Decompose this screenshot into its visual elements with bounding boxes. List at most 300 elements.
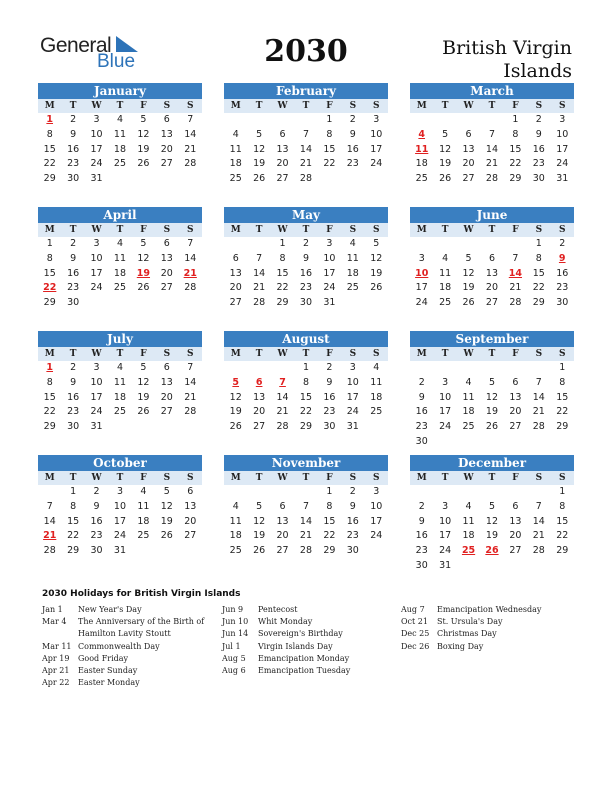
- day-cell: 28: [184, 406, 197, 418]
- day-cell: 13: [509, 391, 522, 403]
- day-cell: 30: [90, 545, 103, 557]
- holiday-item: [222, 628, 392, 640]
- week-row: [38, 500, 202, 515]
- month-title: December: [410, 455, 574, 471]
- week-row: [38, 376, 202, 391]
- day-cell: 28: [276, 421, 289, 433]
- day-cell: 18: [439, 282, 452, 294]
- day-cell: 19: [485, 406, 499, 418]
- month-january: [38, 83, 202, 187]
- holiday-item-name: Emancipation Monday: [258, 653, 350, 663]
- day-cell: 13: [253, 391, 266, 403]
- day-cell: 25: [370, 406, 383, 418]
- day-cell: 19: [137, 391, 150, 403]
- day-cell: 30: [346, 545, 359, 557]
- empty-day-cell: [433, 113, 456, 128]
- day-cell: 23: [415, 421, 428, 433]
- empty-day-cell: [504, 237, 527, 252]
- day-cell: 11: [113, 128, 127, 140]
- month-february: [224, 83, 388, 187]
- week-row: [410, 128, 574, 143]
- weekday-label: S: [372, 473, 380, 483]
- weekday-label: F: [326, 473, 333, 483]
- week-row: [224, 267, 388, 282]
- empty-day-cell: [527, 361, 550, 376]
- day-cell: 7: [535, 376, 542, 388]
- day-cell: 18: [113, 143, 127, 155]
- day-cell: 22: [43, 158, 56, 170]
- day-cell: 21: [485, 158, 499, 170]
- day-cell: 5: [140, 362, 147, 373]
- day-cell: 4: [373, 362, 380, 373]
- day-cell: 27: [160, 282, 173, 294]
- weekday-label: M: [230, 349, 241, 359]
- holiday-item: [222, 653, 392, 665]
- day-cell: 9: [349, 128, 356, 140]
- empty-day-cell: [410, 485, 433, 500]
- day-cell: 27: [160, 158, 173, 170]
- weekday-label: S: [535, 349, 543, 359]
- empty-day-cell: [38, 485, 61, 500]
- month-october: [38, 455, 202, 559]
- week-row: [38, 361, 202, 376]
- day-cell: 12: [253, 515, 266, 527]
- day-cell: 18: [370, 391, 383, 403]
- day-cell: 31: [113, 545, 127, 557]
- day-cell: 27: [485, 297, 499, 309]
- empty-day-cell: [365, 296, 388, 311]
- week-row: [38, 544, 202, 559]
- day-cell: 5: [163, 486, 170, 497]
- day-cell: 6: [488, 252, 495, 264]
- day-cell: 2: [349, 114, 356, 125]
- weekday-label: T: [255, 225, 263, 235]
- day-cell: 9: [70, 128, 77, 140]
- day-cell: 25: [346, 282, 359, 294]
- day-cell: 11: [113, 252, 127, 264]
- day-cell: 28: [43, 545, 56, 557]
- day-cell: 7: [187, 114, 194, 125]
- empty-day-cell: [247, 361, 270, 376]
- day-cell: 3: [373, 114, 380, 125]
- day-cell: 2: [326, 362, 333, 373]
- day-cell: 23: [299, 282, 313, 294]
- day-cell: 26: [485, 421, 499, 433]
- empty-day-cell: [247, 485, 270, 500]
- weekday-header: [410, 223, 574, 237]
- day-cell: 4: [349, 238, 356, 249]
- day-cell: 3: [373, 486, 380, 497]
- day-cell: 17: [439, 406, 452, 418]
- month-title: May: [224, 207, 388, 223]
- empty-day-cell: [457, 485, 480, 500]
- day-cell: 2: [70, 362, 77, 373]
- empty-day-cell: [410, 237, 433, 252]
- day-cell: 16: [67, 391, 80, 403]
- day-cell: 1: [559, 486, 566, 497]
- day-cell: 28: [184, 158, 197, 170]
- empty-day-cell: [341, 172, 364, 187]
- week-row: [410, 296, 574, 311]
- weekday-header: [410, 471, 574, 485]
- weekday-label: S: [349, 473, 357, 483]
- day-cell: 9: [418, 515, 425, 527]
- day-cell: 7: [535, 500, 542, 512]
- holiday-item-name: Emancipation Tuesday: [258, 666, 351, 676]
- day-cell: 6: [187, 486, 194, 497]
- day-cell: 16: [90, 515, 103, 527]
- weekday-label: F: [512, 349, 519, 359]
- holiday-item-date: Jun 9: [222, 605, 244, 614]
- holiday-item: [222, 604, 392, 616]
- day-cell: 23: [415, 545, 428, 557]
- empty-day-cell: [551, 559, 574, 574]
- weekday-label: M: [44, 101, 55, 111]
- empty-day-cell: [132, 172, 155, 187]
- month-title: June: [410, 207, 574, 223]
- holiday-item-date: Jun 10: [222, 617, 249, 627]
- day-cell: 29: [556, 421, 569, 433]
- empty-day-cell: [457, 237, 480, 252]
- empty-day-cell: [480, 485, 503, 500]
- holidays-title: 2030 Holidays for British Virgin Islands: [42, 589, 241, 599]
- day-cell: 18: [137, 515, 150, 527]
- empty-day-cell: [433, 485, 456, 500]
- empty-day-cell: [224, 237, 247, 252]
- day-cell: 11: [462, 391, 475, 403]
- day-cell: 17: [370, 515, 383, 527]
- day-cell: 29: [43, 421, 56, 433]
- day-cell: 1: [46, 238, 53, 249]
- holiday-item-name: Pentecost: [258, 605, 298, 614]
- day-cell: 3: [116, 486, 123, 497]
- day-cell: 24: [439, 545, 452, 557]
- week-row: [410, 143, 574, 158]
- weekday-label: T: [441, 473, 449, 483]
- weekday-label: F: [512, 101, 519, 111]
- week-row: [38, 420, 202, 435]
- day-cell: 1: [326, 114, 333, 125]
- day-cell: 22: [556, 530, 569, 542]
- day-cell: 12: [439, 143, 452, 155]
- day-cell: 13: [160, 128, 173, 140]
- weekday-label: T: [441, 349, 449, 359]
- weekday-label: M: [44, 225, 55, 235]
- weekday-label: S: [349, 101, 357, 111]
- holiday-item-date: Dec 25: [401, 629, 430, 639]
- day-cell: 27: [229, 297, 242, 309]
- weekday-label: T: [116, 349, 124, 359]
- day-cell: 9: [349, 500, 356, 512]
- weekday-label: F: [140, 101, 147, 111]
- day-cell: 30: [556, 297, 569, 309]
- day-cell: 20: [276, 530, 289, 542]
- weekday-label: S: [558, 349, 566, 359]
- day-cell: 14: [276, 391, 289, 403]
- holiday-column: [401, 604, 581, 653]
- weekday-label: F: [512, 473, 519, 483]
- day-cell: 29: [43, 297, 56, 309]
- week-row: [224, 420, 388, 435]
- holiday-column: [42, 604, 207, 689]
- day-cell: 29: [276, 297, 289, 309]
- day-cell: 2: [418, 376, 425, 388]
- day-cell: 8: [326, 500, 333, 512]
- day-cell: 26: [253, 173, 266, 185]
- day-cell: 13: [184, 500, 197, 512]
- day-cell: 12: [137, 252, 150, 264]
- day-cell: 11: [346, 252, 359, 264]
- day-cell: 17: [415, 282, 428, 294]
- day-cell: 4: [116, 362, 123, 373]
- holiday-item-date: Apr 22: [42, 678, 70, 688]
- day-cell: 7: [256, 252, 263, 264]
- empty-day-cell: [155, 172, 178, 187]
- day-cell: 12: [485, 391, 499, 403]
- day-cell: 13: [276, 515, 289, 527]
- month-title: October: [38, 455, 202, 471]
- holiday-item-name: Boxing Day: [437, 641, 484, 651]
- day-cell: 12: [485, 515, 499, 527]
- holiday-date: 1: [46, 362, 54, 373]
- weekday-label: S: [163, 473, 171, 483]
- weekday-label: F: [140, 349, 147, 359]
- day-cell: 23: [67, 158, 80, 170]
- empty-day-cell: [85, 296, 108, 311]
- day-cell: 19: [253, 530, 266, 542]
- empty-day-cell: [433, 361, 456, 376]
- day-cell: 19: [229, 406, 242, 418]
- day-cell: 14: [43, 515, 56, 527]
- day-cell: 16: [532, 143, 545, 155]
- day-cell: 25: [229, 173, 242, 185]
- weekday-label: T: [255, 473, 263, 483]
- day-cell: 24: [370, 530, 383, 542]
- day-cell: 1: [512, 114, 519, 125]
- day-cell: 24: [370, 158, 383, 170]
- empty-day-cell: [108, 172, 131, 187]
- day-cell: 19: [160, 515, 173, 527]
- day-cell: 27: [253, 421, 266, 433]
- day-cell: 25: [113, 158, 127, 170]
- day-cell: 3: [559, 114, 566, 125]
- week-row: [224, 157, 388, 172]
- month-title: September: [410, 331, 574, 347]
- weekday-label: W: [277, 349, 288, 359]
- day-cell: 16: [323, 391, 336, 403]
- day-cell: 2: [70, 238, 77, 249]
- day-cell: 24: [113, 530, 127, 542]
- day-cell: 10: [556, 128, 569, 140]
- weekday-header: [224, 347, 388, 361]
- day-cell: 10: [323, 252, 336, 264]
- month-title: November: [224, 455, 388, 471]
- weekday-label: T: [302, 225, 310, 235]
- day-cell: 15: [43, 391, 56, 403]
- week-row: [38, 267, 202, 282]
- week-row: [410, 172, 574, 187]
- day-cell: 7: [302, 500, 309, 512]
- day-cell: 16: [299, 267, 313, 279]
- day-cell: 13: [229, 267, 242, 279]
- holiday-item: [401, 641, 581, 653]
- day-cell: 12: [370, 252, 383, 264]
- empty-day-cell: [433, 435, 456, 450]
- day-cell: 5: [488, 500, 495, 512]
- day-cell: 17: [346, 391, 359, 403]
- day-cell: 14: [184, 376, 197, 388]
- day-cell: 15: [43, 143, 56, 155]
- day-cell: 14: [532, 391, 545, 403]
- weekday-label: T: [302, 349, 310, 359]
- logo-triangle-icon: [116, 36, 138, 52]
- holiday-date: 7: [279, 376, 286, 388]
- empty-day-cell: [132, 296, 155, 311]
- day-cell: 24: [90, 158, 103, 170]
- day-cell: 6: [163, 114, 170, 125]
- weekday-label: M: [230, 225, 241, 235]
- day-cell: 19: [485, 530, 499, 542]
- empty-day-cell: [365, 544, 388, 559]
- holiday-date: 9: [558, 252, 566, 264]
- day-cell: 8: [535, 252, 542, 264]
- week-row: [38, 529, 202, 544]
- empty-day-cell: [457, 361, 480, 376]
- day-cell: 26: [137, 282, 150, 294]
- day-cell: 10: [113, 500, 127, 512]
- empty-day-cell: [480, 361, 503, 376]
- holiday-item-name: Sovereign's Birthday: [258, 629, 343, 639]
- weekday-label: W: [277, 225, 288, 235]
- week-row: [224, 237, 388, 252]
- empty-day-cell: [480, 113, 503, 128]
- day-cell: 22: [67, 530, 80, 542]
- week-row: [410, 515, 574, 530]
- empty-day-cell: [179, 172, 202, 187]
- day-cell: 5: [465, 252, 472, 264]
- day-cell: 10: [90, 252, 103, 264]
- day-cell: 25: [462, 421, 475, 433]
- holiday-item-date: Jul 1: [222, 641, 241, 651]
- holiday-item: [401, 616, 581, 628]
- weekday-label: F: [326, 349, 333, 359]
- day-cell: 28: [253, 297, 266, 309]
- weekday-label: S: [163, 225, 171, 235]
- day-cell: 15: [509, 143, 522, 155]
- empty-day-cell: [365, 172, 388, 187]
- week-row: [410, 500, 574, 515]
- empty-day-cell: [132, 544, 155, 559]
- holiday-date: 4: [418, 128, 426, 140]
- holiday-item-name: Good Friday: [78, 653, 129, 663]
- holiday-item-date: Aug 6: [222, 666, 246, 676]
- empty-day-cell: [247, 237, 270, 252]
- day-cell: 22: [43, 406, 56, 418]
- week-row: [224, 128, 388, 143]
- week-row: [224, 391, 388, 406]
- day-cell: 28: [485, 173, 499, 185]
- weekday-header: [38, 99, 202, 113]
- month-title: February: [224, 83, 388, 99]
- weekday-header: [38, 223, 202, 237]
- day-cell: 24: [323, 282, 336, 294]
- holiday-item-date: Mar 4: [42, 617, 67, 627]
- week-row: [224, 500, 388, 515]
- month-title: January: [38, 83, 202, 99]
- week-row: [224, 405, 388, 420]
- day-cell: 20: [229, 282, 242, 294]
- weekday-label: T: [441, 225, 449, 235]
- day-cell: 30: [532, 173, 545, 185]
- weekday-label: S: [535, 101, 543, 111]
- weekday-header: [410, 99, 574, 113]
- day-cell: 12: [137, 128, 150, 140]
- day-cell: 8: [559, 376, 566, 388]
- week-row: [410, 485, 574, 500]
- empty-day-cell: [527, 435, 550, 450]
- day-cell: 16: [415, 530, 428, 542]
- day-cell: 4: [442, 252, 449, 264]
- day-cell: 28: [532, 421, 545, 433]
- weekday-label: M: [230, 473, 241, 483]
- week-row: [224, 485, 388, 500]
- day-cell: 16: [346, 515, 359, 527]
- day-cell: 7: [46, 500, 53, 512]
- day-cell: 22: [323, 158, 336, 170]
- day-cell: 13: [485, 267, 499, 279]
- empty-day-cell: [457, 435, 480, 450]
- day-cell: 21: [299, 530, 313, 542]
- day-cell: 17: [90, 391, 103, 403]
- weekday-label: S: [186, 101, 194, 111]
- day-cell: 1: [302, 362, 309, 373]
- day-cell: 8: [279, 252, 286, 264]
- day-cell: 11: [370, 376, 383, 388]
- empty-day-cell: [433, 237, 456, 252]
- day-cell: 12: [253, 143, 266, 155]
- day-cell: 21: [253, 282, 266, 294]
- day-cell: 11: [113, 376, 127, 388]
- week-row: [224, 143, 388, 158]
- day-cell: 14: [532, 515, 545, 527]
- day-cell: 17: [323, 267, 336, 279]
- day-cell: 4: [140, 486, 147, 497]
- empty-day-cell: [457, 113, 480, 128]
- day-cell: 6: [512, 376, 519, 388]
- week-row: [410, 559, 574, 574]
- weekday-label: T: [69, 101, 77, 111]
- day-cell: 12: [229, 391, 242, 403]
- holiday-item: [42, 604, 207, 616]
- holiday-item: [42, 653, 207, 665]
- day-cell: 15: [556, 515, 569, 527]
- weekday-label: T: [302, 101, 310, 111]
- day-cell: 26: [160, 530, 173, 542]
- week-row: [410, 544, 574, 559]
- empty-day-cell: [179, 296, 202, 311]
- week-row: [410, 281, 574, 296]
- day-cell: 22: [509, 158, 522, 170]
- empty-day-cell: [480, 237, 503, 252]
- weekday-label: M: [44, 349, 55, 359]
- holiday-item-date: Oct 21: [401, 617, 428, 627]
- day-cell: 9: [535, 128, 542, 140]
- holiday-item-date: Apr 21: [42, 666, 70, 676]
- week-row: [38, 515, 202, 530]
- day-cell: 5: [140, 238, 147, 249]
- month-june: [410, 207, 574, 311]
- day-cell: 21: [184, 143, 197, 155]
